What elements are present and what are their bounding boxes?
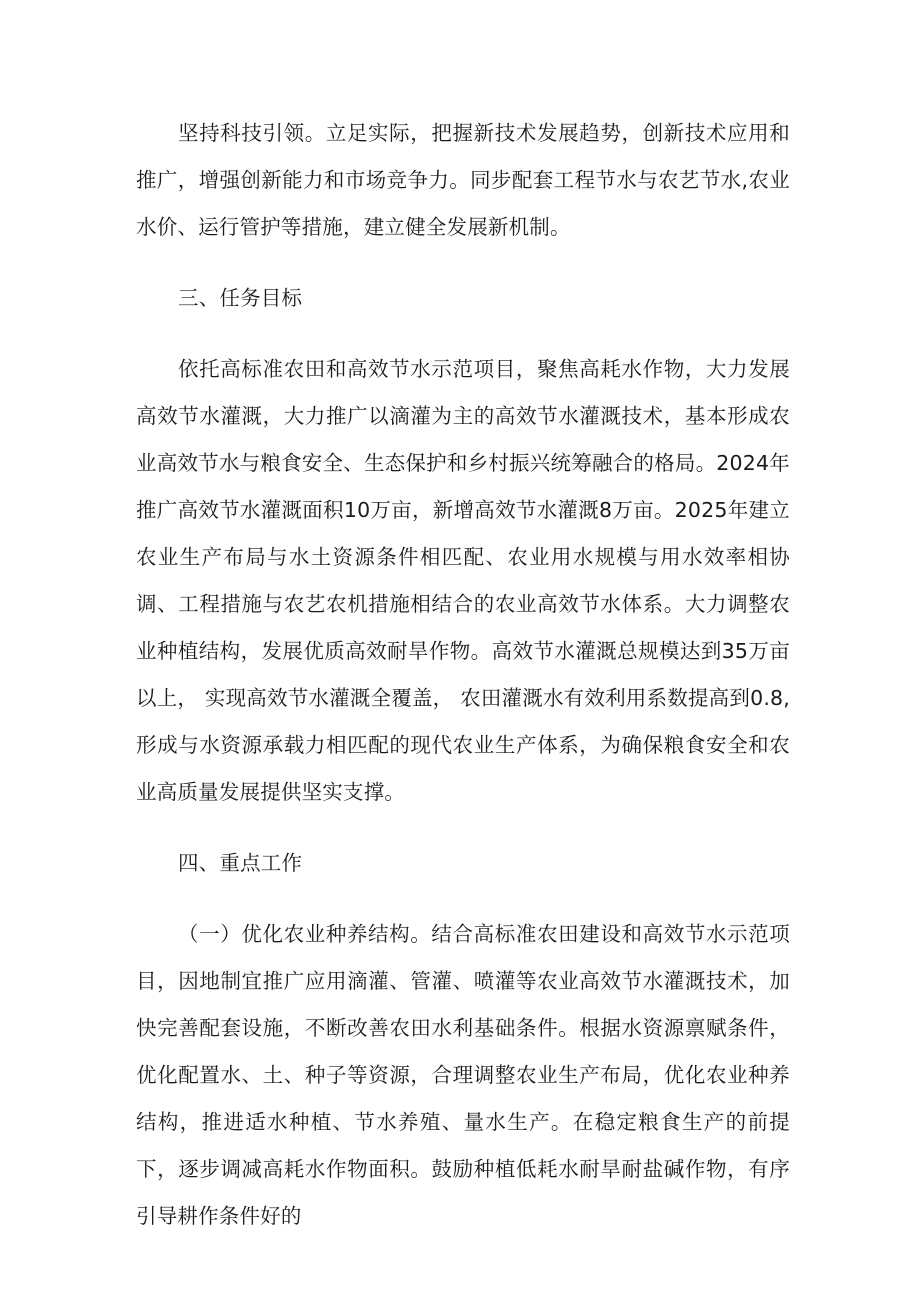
paragraph-tech-leadership: 坚持科技引领。立足实际，把握新技术发展趋势，创新技术应用和推广，增强创新能力和市场竞争力。同步配套工程节水与农艺节水,农业水价、运行管护等措施，建立健全发展新机制。 [136,121,790,239]
section-heading-task-goals: 三、任务目标 [178,286,303,310]
paragraph-optimize-structure: （一）优化农业种养结构。结合高标准农田建设和高效节水示范项目，因地制宜推广应用滴灌、管灌、喷灌等农业高效节水灌溉技术，加快完善配套设施，不断改善农田水利基础条件。根据水资源禀赋条件，优化配置水、土、种子等资源，合理调整农业生产布局，优化农业种养结构，推进适水种植、节水养殖、量水生产。在稳定粮食生产的前提下，逐步调减高耗水作物面积。鼓励种植低耗水耐旱耐盐碱作物，有序引导耕作条件好的 [136,922,790,1228]
paragraph-task-goals: 依托高标准农田和高效节水示范项目，聚焦高耗水作物，大力发展高效节水灌溉，大力推广以滴灌为主的高效节水灌溉技术，基本形成农业高效节水与粮食安全、生态保护和乡村振兴统筹融合的格局。2024年推广高效节水灌溉面积10万亩，新增高效节水灌溉8万亩。2025年建立农业生产布局与水土资源条件相匹配、农业用水规模与用水效率相协调、工程措施与农艺农机措施相结合的农业高效节水体系。大力调整农业种植结构，发展优质高效耐旱作物。高效节水灌溉总规模达到35万亩以上， 实现高效节水灌溉全覆盖， 农田灌溉水有效利用系数提高到0.8,形成与水资源承载力相匹配的现代农业生产体系，为确保粮食安全和农业高质量发展提供坚实支撑。 [136,357,790,804]
section-heading-key-work: 四、重点工作 [178,851,303,875]
document-body [136,110,790,1240]
